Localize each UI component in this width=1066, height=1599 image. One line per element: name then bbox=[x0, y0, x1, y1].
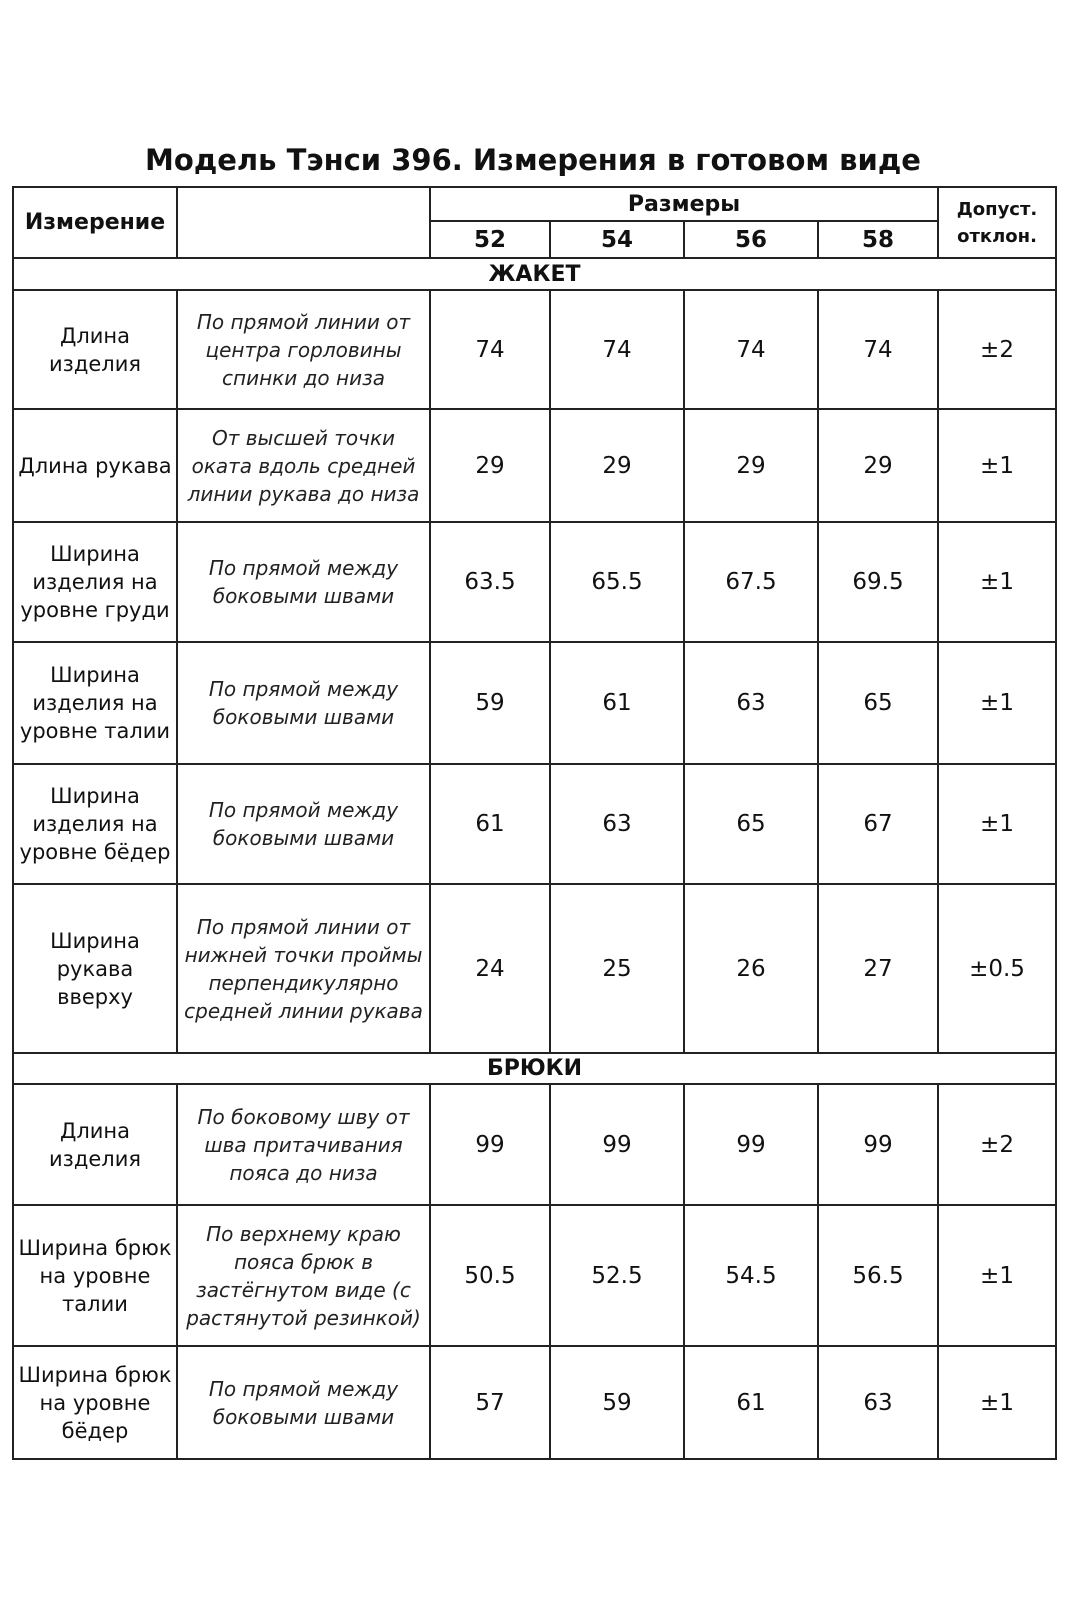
value-cell: 69.5 bbox=[818, 522, 938, 642]
header-sizes: Размеры bbox=[430, 187, 938, 221]
measure-description: По прямой между боковыми швами bbox=[177, 764, 430, 884]
header-tolerance-line1: Допуст. bbox=[956, 198, 1038, 220]
measure-name: Длина рукава bbox=[13, 409, 177, 522]
section-heading: ЖАКЕТ bbox=[13, 258, 1056, 290]
value-cell: 63 bbox=[684, 642, 818, 764]
table-row bbox=[13, 642, 1056, 764]
measure-description: По прямой линии от центра горловины спинки до низа bbox=[177, 290, 430, 409]
measure-name: Ширина брюк на уровне бёдер bbox=[13, 1346, 177, 1459]
value-cell: 63 bbox=[818, 1346, 938, 1459]
value-cell: 59 bbox=[430, 642, 550, 764]
header-measure: Измерение bbox=[13, 187, 177, 258]
value-cell: 52.5 bbox=[550, 1205, 684, 1346]
header-size: 54 bbox=[550, 221, 684, 258]
value-cell: 29 bbox=[684, 409, 818, 522]
measure-description: По прямой между боковыми швами bbox=[177, 522, 430, 642]
value-cell: 67.5 bbox=[684, 522, 818, 642]
tolerance-cell: ±1 bbox=[938, 642, 1056, 764]
value-cell: 29 bbox=[430, 409, 550, 522]
measure-name: Ширина изделия на уровне талии bbox=[13, 642, 177, 764]
tolerance-cell: ±1 bbox=[938, 1205, 1056, 1346]
value-cell: 74 bbox=[430, 290, 550, 409]
header-description-blank bbox=[177, 187, 430, 258]
value-cell: 74 bbox=[550, 290, 684, 409]
value-cell: 74 bbox=[684, 290, 818, 409]
tolerance-cell: ±2 bbox=[938, 1084, 1056, 1205]
page-title: Модель Тэнси 396. Измерения в готовом виде bbox=[145, 143, 921, 177]
value-cell: 59 bbox=[550, 1346, 684, 1459]
value-cell: 65 bbox=[818, 642, 938, 764]
tolerance-cell: ±0.5 bbox=[938, 884, 1056, 1053]
value-cell: 99 bbox=[684, 1084, 818, 1205]
value-cell: 65.5 bbox=[550, 522, 684, 642]
value-cell: 63.5 bbox=[430, 522, 550, 642]
table-row bbox=[13, 409, 1056, 522]
measure-name: Ширина изделия на уровне груди bbox=[13, 522, 177, 642]
value-cell: 61 bbox=[550, 642, 684, 764]
header-tolerance-line2: отклон. bbox=[957, 225, 1037, 247]
measure-description: По верхнему краю пояса брюк в застёгнутом виде (с растянутой резинкой) bbox=[177, 1205, 430, 1346]
value-cell: 29 bbox=[818, 409, 938, 522]
value-cell: 57 bbox=[430, 1346, 550, 1459]
measure-description: От высшей точки оката вдоль средней линии рукава до низа bbox=[177, 409, 430, 522]
value-cell: 27 bbox=[818, 884, 938, 1053]
header-size: 58 bbox=[818, 221, 938, 258]
value-cell: 99 bbox=[430, 1084, 550, 1205]
value-cell: 26 bbox=[684, 884, 818, 1053]
value-cell: 29 bbox=[550, 409, 684, 522]
tolerance-cell: ±1 bbox=[938, 764, 1056, 884]
measure-description: По прямой между боковыми швами bbox=[177, 642, 430, 764]
value-cell: 50.5 bbox=[430, 1205, 550, 1346]
tolerance-cell: ±2 bbox=[938, 290, 1056, 409]
value-cell: 99 bbox=[818, 1084, 938, 1205]
measure-description: По прямой линии от нижней точки проймы перпендикулярно средней линии рукава bbox=[177, 884, 430, 1053]
header-size: 52 bbox=[430, 221, 550, 258]
value-cell: 61 bbox=[430, 764, 550, 884]
header-size: 56 bbox=[684, 221, 818, 258]
value-cell: 67 bbox=[818, 764, 938, 884]
table-row bbox=[13, 1205, 1056, 1346]
measure-name: Ширина рукава вверху bbox=[13, 884, 177, 1053]
measure-description: По боковому шву от шва притачивания пояса до низа bbox=[177, 1084, 430, 1205]
table-row bbox=[13, 1346, 1056, 1459]
value-cell: 74 bbox=[818, 290, 938, 409]
value-cell: 61 bbox=[684, 1346, 818, 1459]
value-cell: 63 bbox=[550, 764, 684, 884]
measure-name: Ширина изделия на уровне бёдер bbox=[13, 764, 177, 884]
table-row bbox=[13, 884, 1056, 1053]
header-tolerance bbox=[938, 187, 1056, 258]
section-heading: БРЮКИ bbox=[13, 1053, 1056, 1084]
value-cell: 56.5 bbox=[818, 1205, 938, 1346]
value-cell: 25 bbox=[550, 884, 684, 1053]
measure-name: Длина изделия bbox=[13, 290, 177, 409]
value-cell: 65 bbox=[684, 764, 818, 884]
tolerance-cell: ±1 bbox=[938, 409, 1056, 522]
table-row bbox=[13, 1084, 1056, 1205]
measure-name: Длина изделия bbox=[13, 1084, 177, 1205]
value-cell: 54.5 bbox=[684, 1205, 818, 1346]
value-cell: 99 bbox=[550, 1084, 684, 1205]
table-row bbox=[13, 290, 1056, 409]
measure-name: Ширина брюк на уровне талии bbox=[13, 1205, 177, 1346]
tolerance-cell: ±1 bbox=[938, 522, 1056, 642]
measure-description: По прямой между боковыми швами bbox=[177, 1346, 430, 1459]
table-row bbox=[13, 764, 1056, 884]
tolerance-cell: ±1 bbox=[938, 1346, 1056, 1459]
table-row bbox=[13, 522, 1056, 642]
value-cell: 24 bbox=[430, 884, 550, 1053]
measurements-table bbox=[12, 186, 1057, 1460]
